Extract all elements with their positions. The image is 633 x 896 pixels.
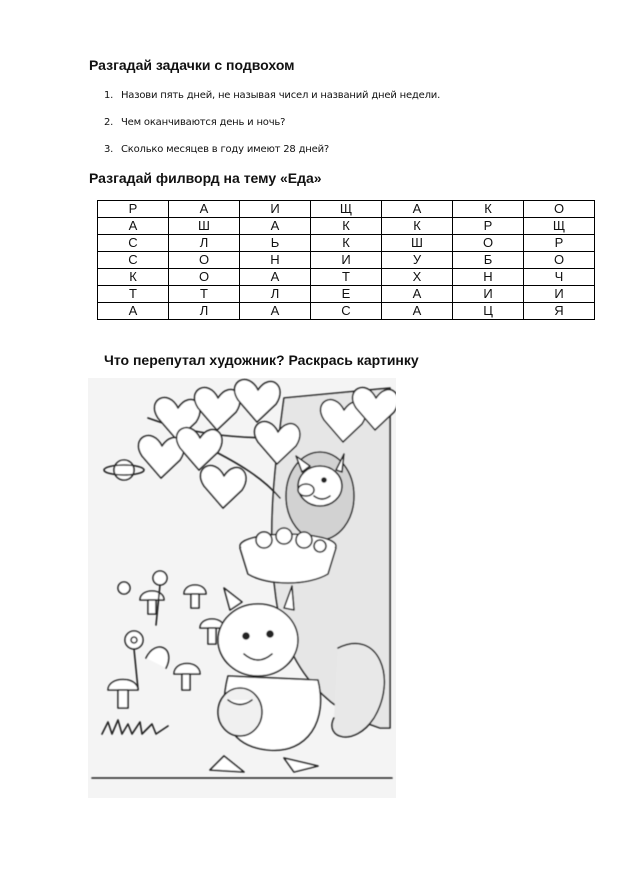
grid-row (98, 269, 595, 286)
grid-cell[interactable]: И (240, 201, 311, 218)
grid-cell[interactable]: Т (311, 269, 382, 286)
grid-cell[interactable]: И (524, 286, 595, 303)
riddle-item (104, 90, 440, 117)
grid-cell[interactable]: О (524, 201, 595, 218)
grid-cell[interactable]: О (453, 235, 524, 252)
grid-cell[interactable]: К (98, 269, 169, 286)
grid-cell[interactable]: Б (453, 252, 524, 269)
grid-cell[interactable]: Р (453, 218, 524, 235)
grid-cell[interactable]: А (98, 218, 169, 235)
grid-cell[interactable]: Щ (311, 201, 382, 218)
grid-cell[interactable]: Ь (240, 235, 311, 252)
grid-cell[interactable]: А (169, 201, 240, 218)
grid-cell[interactable]: У (382, 252, 453, 269)
grid-cell[interactable]: Е (311, 286, 382, 303)
coloring-picture (88, 378, 396, 798)
grid-cell[interactable]: Л (240, 286, 311, 303)
riddle-item (104, 144, 440, 171)
riddles-title: Разгадай задачки с подвохом (89, 57, 295, 73)
grid-row (98, 252, 595, 269)
grid-cell[interactable]: А (240, 303, 311, 320)
grid-cell[interactable]: А (240, 269, 311, 286)
riddle-text: Назови пять дней, не называя чисел и названий дней недели. (120, 90, 441, 101)
grid-row (98, 303, 595, 320)
grid-cell[interactable]: Щ (524, 218, 595, 235)
coloring-title: Что перепутал художник? Раскрась картинку (104, 352, 419, 368)
grid-cell[interactable]: А (382, 286, 453, 303)
grid-cell[interactable]: О (524, 252, 595, 269)
grid-cell[interactable]: К (311, 235, 382, 252)
grid-cell[interactable]: О (169, 252, 240, 269)
grid-cell[interactable]: Н (240, 252, 311, 269)
grid-row (98, 235, 595, 252)
riddles-list (104, 90, 440, 171)
riddle-number: 2. (104, 117, 114, 128)
grid-row (98, 286, 595, 303)
grid-cell[interactable]: Я (524, 303, 595, 320)
riddle-text: Чем оканчиваются день и ночь? (120, 117, 286, 128)
grid-cell[interactable]: И (453, 286, 524, 303)
grid-cell[interactable]: И (311, 252, 382, 269)
grid-cell[interactable]: К (382, 218, 453, 235)
grid-cell[interactable]: А (240, 218, 311, 235)
grid-row (98, 218, 595, 235)
riddle-item (104, 117, 440, 144)
grid-cell[interactable]: Ш (382, 235, 453, 252)
grid-cell[interactable]: Ш (169, 218, 240, 235)
grid-cell[interactable]: Л (169, 303, 240, 320)
grid-cell[interactable]: Р (524, 235, 595, 252)
grid-cell[interactable]: Ч (524, 269, 595, 286)
grid-cell[interactable]: А (382, 303, 453, 320)
grid-cell[interactable]: Н (453, 269, 524, 286)
riddle-number: 3. (104, 144, 114, 155)
grid-cell[interactable]: С (98, 252, 169, 269)
grid-cell[interactable]: О (169, 269, 240, 286)
grid-cell[interactable]: К (453, 201, 524, 218)
grid-cell[interactable]: А (382, 201, 453, 218)
riddle-number: 1. (104, 90, 114, 101)
grid-cell[interactable]: Х (382, 269, 453, 286)
grid-cell[interactable]: Ц (453, 303, 524, 320)
grid-cell[interactable]: Л (169, 235, 240, 252)
riddle-text: Сколько месяцев в году имеют 28 дней? (120, 144, 329, 155)
fillword-title: Разгадай филворд на тему «Еда» (89, 170, 322, 186)
grid-row (98, 201, 595, 218)
coloring-illustration (88, 378, 396, 798)
grid-cell[interactable]: Р (98, 201, 169, 218)
grid-cell[interactable]: С (311, 303, 382, 320)
grid-cell[interactable]: А (98, 303, 169, 320)
grid-cell[interactable]: Т (169, 286, 240, 303)
grid-cell[interactable]: Т (98, 286, 169, 303)
fillword-grid (97, 200, 595, 320)
grid-cell[interactable]: С (98, 235, 169, 252)
grid-cell[interactable]: К (311, 218, 382, 235)
